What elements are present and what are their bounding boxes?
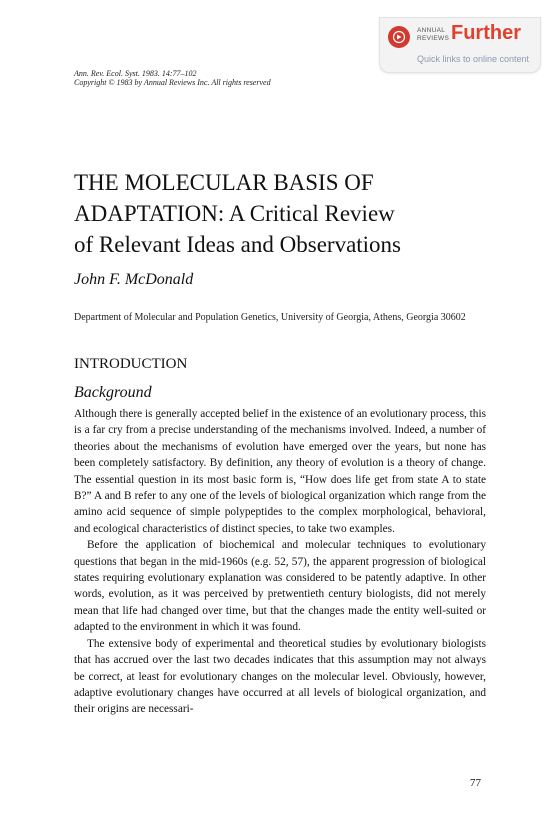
annual-reviews-logo-icon	[388, 26, 410, 48]
badge-brand-annual: ANNUAL	[417, 27, 446, 34]
journal-citation: Ann. Rev. Ecol. Syst. 1983. 14:77–102	[74, 69, 197, 78]
author-name: John F. McDonald	[74, 271, 194, 288]
body-paragraph: The extensive body of experimental and theoretical studies by evolutionary biologists that has accrued over the last two decades indicates that this assumption may not always be correct, at least for evolutionary changes on the molecular level. Obviously, however, adaptive evolutionary changes have occurred at all levels of biological organization, and their origins are necessari-	[74, 637, 486, 716]
copyright-notice: Copyright © 1983 by Annual Reviews Inc. All rights reserved	[74, 78, 271, 87]
article-title-line-3: of Relevant Ideas and Observations	[74, 232, 402, 257]
body-paragraph: Before the application of biochemical and molecular techniques to evolutionary questions that began in the mid-1960s (e.g. 52, 57), the apparent progression of biological states requiring evolutionary explanation was considered to be patently adaptive. In other words, evolution, as it was perceived by pretwentieth century biologists, did not merely mean that life had changed over time, but that the changes made the entity well-suited or adapted to the environment in which it was found.	[74, 539, 486, 634]
article-title-line-2: ADAPTATION: A Critical Review	[74, 201, 395, 226]
annual-reviews-further-badge[interactable]	[379, 17, 541, 73]
subsection-heading-background: Background	[74, 384, 152, 401]
badge-further-label: Further	[451, 22, 521, 44]
section-heading-introduction: INTRODUCTION	[74, 356, 188, 372]
body-paragraph: Although there is generally accepted belief in the existence of an evolutionary process, this is a far cry from a precise understanding of the mechanisms involved. Indeed, a number of theories about the mechanisms of evolution have emerged over the years, but none has been completely satisfactory. By definition, any theory of evolution is a theory of change. The essential question in its most basic form is, “How does life get from state A to state B?” A and B refer to any one of the levels of biological organization which range from the amino acid sequence of simple polypeptides to the complex morphological, behavioral, and ecological characteristics of distinct species, to take two examples.	[74, 408, 486, 535]
journal-metadata	[74, 69, 271, 87]
article-title	[74, 167, 401, 260]
author-affiliation: Department of Molecular and Population Genetics, University of Georgia, Athens, Georgia 30602	[74, 312, 466, 323]
badge-brand-small	[417, 27, 449, 42]
badge-subtitle: Quick links to online content	[417, 54, 530, 64]
page-number: 77	[470, 777, 481, 789]
article-title-line-1: THE MOLECULAR BASIS OF	[74, 170, 374, 195]
badge-brand-reviews: REVIEWS	[417, 34, 450, 42]
article-body	[74, 406, 486, 718]
